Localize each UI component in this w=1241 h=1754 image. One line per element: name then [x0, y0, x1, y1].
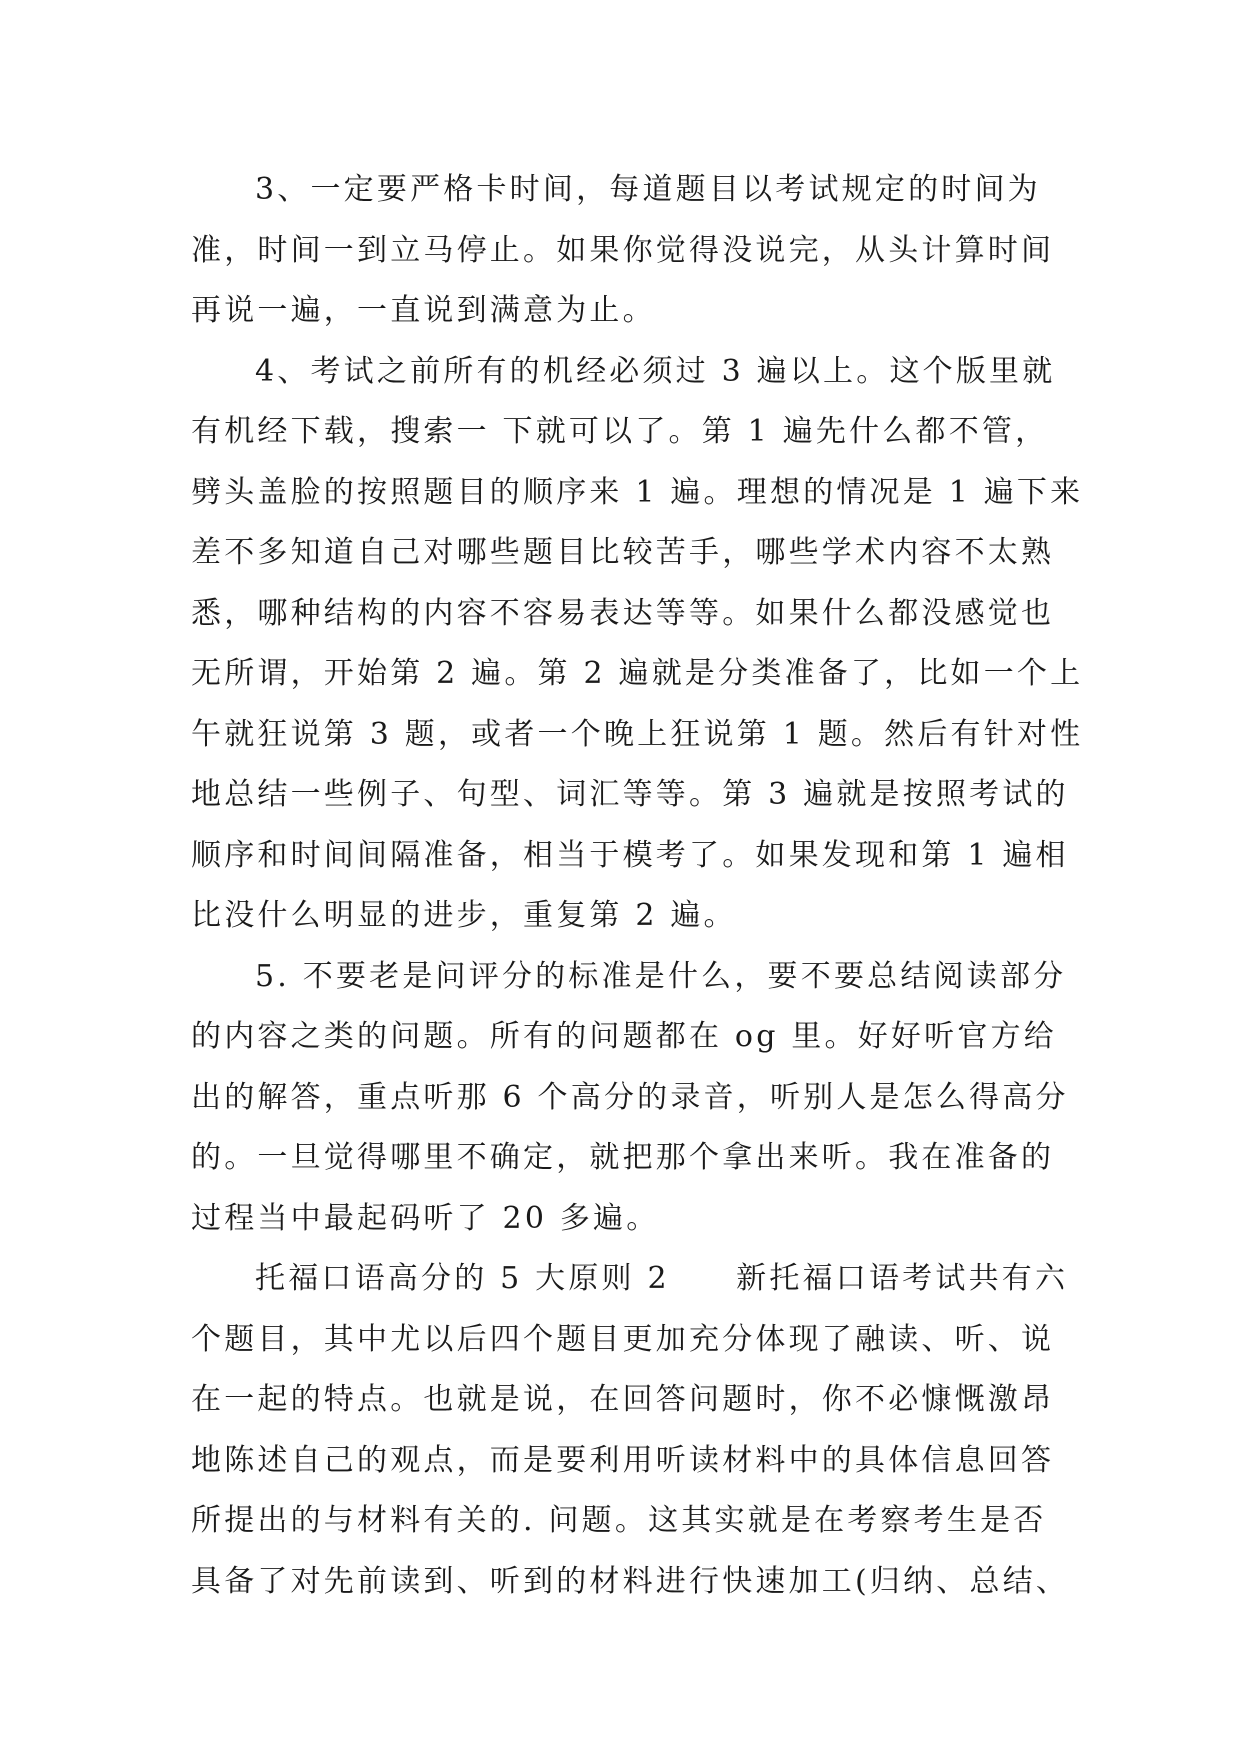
- text-line: 托福口语高分的 5 大原则 2 新托福口语考试共有六: [255, 1261, 1069, 1296]
- text-line: 顺序和时间间隔准备，相当于模考了。如果发现和第 1 遍相: [191, 837, 1069, 873]
- text-line: 3、一定要严格卡时间，每道题目以考试规定的时间为: [255, 172, 1041, 207]
- text-line: 劈头盖脸的按照题目的顺序来 1 遍。理想的情况是 1 遍下来: [191, 474, 1084, 510]
- text-line: 出的解答，重点听那 6 个高分的录音，听别人是怎么得高分: [191, 1079, 1069, 1115]
- text-line: 地总结一些例子、句型、词汇等等。第 3 遍就是按照考试的: [191, 777, 1069, 812]
- text-line: 无所谓，开始第 2 遍。第 2 遍就是分类准备了，比如一个上: [191, 656, 1084, 691]
- text-line: 再说一遍，一直说到满意为止。: [191, 293, 656, 328]
- text-line: 地陈述自己的观点，而是要利用听读材料中的具体信息回答: [191, 1442, 1055, 1478]
- text-line: 个题目，其中尤以后四个题目更加充分体现了融读、听、说: [191, 1321, 1055, 1357]
- document-body: [191, 160, 1084, 1612]
- text-line: 4、考试之前所有的机经必须过 3 遍以上。这个版里就: [255, 353, 1056, 389]
- text-line: 具备了对先前读到、听到的材料进行快速加工(归纳、总结、: [191, 1563, 1070, 1599]
- text-line: 午就狂说第 3 题，或者一个晚上狂说第 1 题。然后有针对性: [191, 716, 1084, 752]
- text-line: 有机经下载，搜索一 下就可以了。第 1 遍先什么都不管，: [191, 414, 1049, 449]
- text-line: 准，时间一到立马停止。如果你觉得没说完，从头计算时间: [191, 232, 1055, 268]
- text-line: 比没什么明显的进步，重复第 2 遍。: [191, 898, 737, 933]
- text-line: 差不多知道自己对哪些题目比较苦手，哪些学术内容不太熟: [191, 535, 1055, 570]
- text-line: 5. 不要老是问评分的标准是什么，要不要总结阅读部分: [255, 958, 1067, 994]
- text-line: 过程当中最起码听了 20 多遍。: [191, 1200, 660, 1236]
- text-line: 所提出的与材料有关的. 问题。这其实就是在考察考生是否: [191, 1503, 1047, 1538]
- text-line: 的内容之类的问题。所有的问题都在 og 里。好好听官方给: [191, 1019, 1057, 1054]
- text-line: 悉，哪种结构的内容不容易表达等等。如果什么都没感觉也: [191, 595, 1055, 631]
- text-line: 在一起的特点。也就是说，在回答问题时，你不必慷慨激昂: [191, 1382, 1055, 1417]
- text-line: 的。一旦觉得哪里不确定，就把那个拿出来听。我在准备的: [191, 1140, 1055, 1175]
